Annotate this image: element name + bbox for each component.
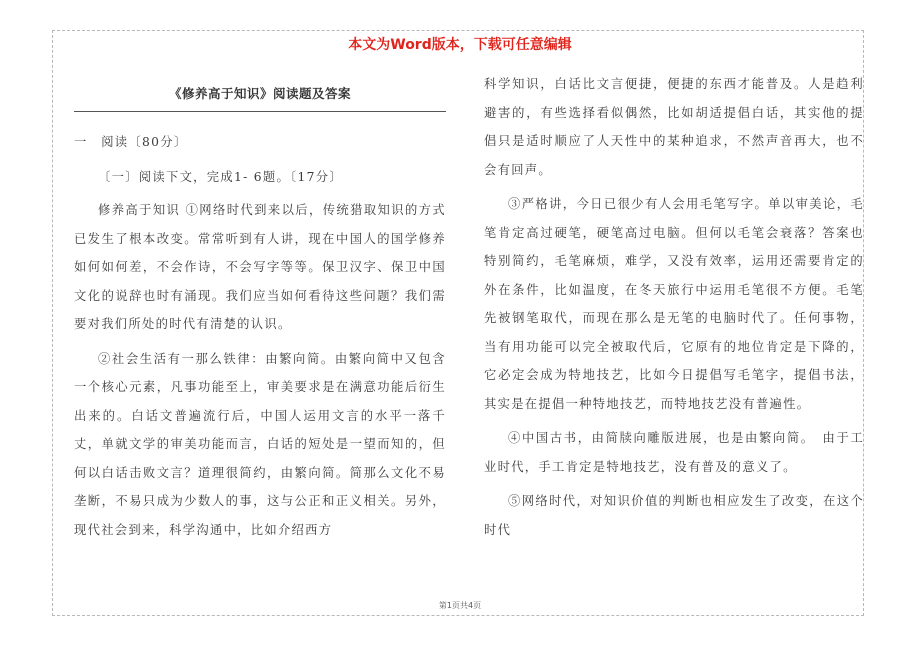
paragraph-4: ④中国古书，由简牍向雕版进展，也是由繁向简。 由于工业时代，手工肯定是特地技艺，没有普及的意义了。 [484, 431, 864, 474]
page-footer: 第1页共4页 [438, 601, 482, 610]
paragraph-3: ③严格讲，今日已很少有人会用毛笔写字。单以审美论，毛笔肯定高过硬笔，硬笔高过电脑。但何以毛笔会衰落？答案也特别简约，毛笔麻烦，难学，又没有效率，运用还需要肯定的外在条件，比如温度，在冬天旅行中运用毛笔很不方便。毛笔先被钢笔取代，而现在那么是无笔的电脑时代了。任何事物，当有用功能可以完全被取代后，它原有的地位肯定是下降的，它必定会成为特地技艺，比如今日提倡写毛笔字，提倡书法，其实是在提倡一种特地技艺，而特地技艺没有普遍性。 [484, 197, 864, 411]
instruction-text: 〔一〕阅读下文，完成1- 6题。〔17分〕 [98, 169, 343, 184]
paragraph-2: ②社会生活有一那么铁律：由繁向简。由繁向简中又包含一个核心元素，凡事功能至上，审美要求是在满意功能后衍生出来的。白话文普遍流行后，中国人运用文言的水平一落千丈，单就文学的审美功能而言，白话的短处是一望而知的，但何以白话击败文言？道理很简约，由繁向简。简那么文化不易垄断，不易只成为少数人的事，这与公正和正义相关。另外，现代社会到来，科学沟通中，比如介绍西方 [74, 351, 446, 537]
document-title: 《修养高于知识》阅读题及答案 [74, 84, 446, 112]
left-column [74, 84, 446, 544]
paragraph-5: ⑤网络时代，对知识价值的判断也相应发生了改变，在这个时代 [484, 494, 864, 537]
paragraph-1: 修养高于知识 ①网络时代到来以后，传统猎取知识的方式已发生了根本改变。常常听到有人讲，现在中国人的国学修养如何如何差，不会作诗，不会写字等等。保卫汉字、保卫中国文化的说辞也时有涌现。我们应当如何看待这些问题？我们需要对我们所处的时代有清楚的认识。 [74, 203, 446, 331]
paragraph-2-continued: 科学知识，白话比文言便捷，便捷的东西才能普及。人是趋利避害的，有些选择看似偶然，比如胡适提倡白话，其实他的提倡只是适时顺应了人天性中的某种追求，不然声音再大，也不会有回声。 [484, 77, 864, 177]
section-heading: 一 阅读〔80分〕 [74, 135, 188, 149]
download-banner: 本文为Word版本，下载可任意编辑 [348, 37, 572, 53]
right-column [484, 70, 864, 544]
